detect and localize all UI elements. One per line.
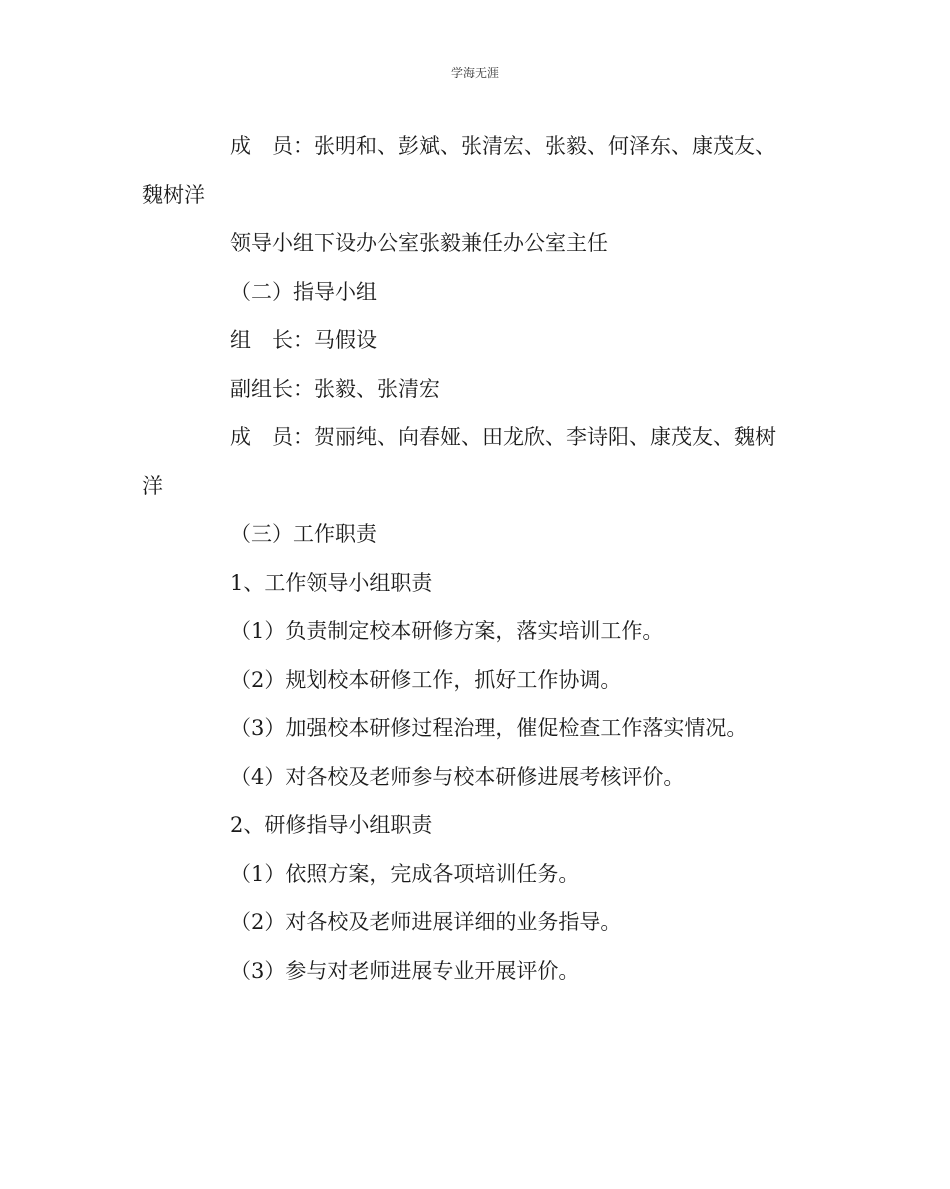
duty-1-item-1: （1）负责制定校本研修方案，落实培训工作。 [230,619,664,643]
members-line-2: 成 员：贺丽纯、向春娅、田龙欣、李诗阳、康茂友、魏树 [230,425,776,449]
duty-2-item-1: （1）依照方案，完成各项培训任务。 [230,862,580,886]
duty-1-item-4: （4）对各校及老师参与校本研修进展考核评价。 [230,765,685,789]
deputy-leader-line: 副组长：张毅、张清宏 [230,377,440,401]
duty-1-item-2: （2）规划校本研修工作，抓好工作协调。 [230,668,622,692]
duty-1-item-3: （3）加强校本研修过程治理，催促检查工作落实情况。 [230,716,748,740]
group-leader-line: 组 长：马假设 [230,328,377,352]
members-line-1-cont: 魏树洋 [142,183,205,207]
duty-2-item-3: （3）参与对老师进展专业开展评价。 [230,959,580,983]
members-line-1: 成 员：张明和、彭斌、张清宏、张毅、何泽东、康茂友、 [230,134,776,158]
duty-heading-1: 1、工作领导小组职责 [230,571,433,595]
page-header: 学海无涯 [450,66,499,80]
section-two-heading: （二）指导小组 [230,280,377,304]
office-line: 领导小组下设办公室张毅兼任办公室主任 [230,231,608,255]
section-three-heading: （三）工作职责 [230,522,377,546]
duty-heading-2: 2、研修指导小组职责 [230,813,433,837]
duty-2-item-2: （2）对各校及老师进展详细的业务指导。 [230,910,622,934]
members-line-2-cont: 洋 [142,474,163,498]
